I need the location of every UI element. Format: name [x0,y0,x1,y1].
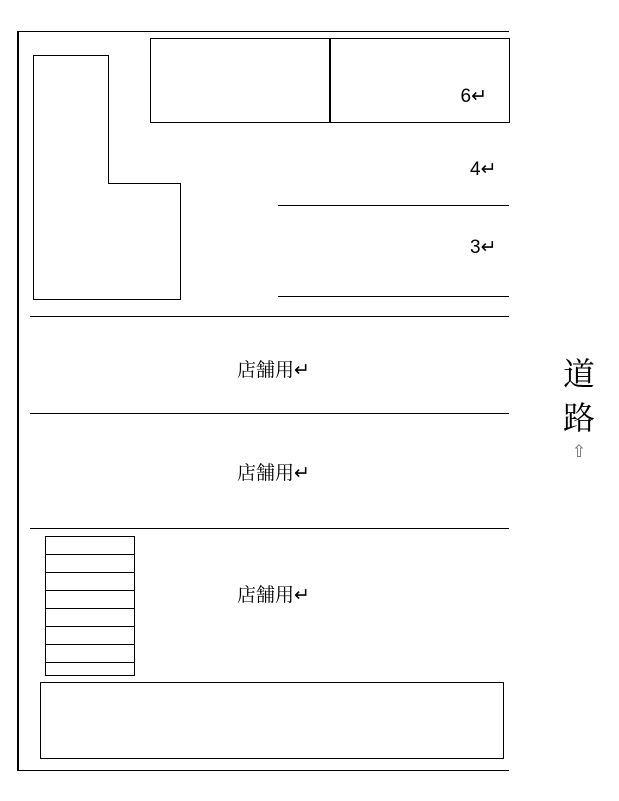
floor-label-4: 4↵ [470,159,497,180]
divider-above-shop-row-1 [30,316,509,317]
stair-step [46,662,134,663]
divider-under-floor-4 [278,205,509,206]
stair-step [46,608,134,609]
shop-row-2-label: 店舗用↵ [237,463,310,484]
stairs-block [45,536,135,676]
up-arrow-icon: ⇧ [571,442,587,461]
divider-above-shop-row-2 [30,413,509,414]
floor-label-3: 3↵ [470,237,497,258]
stair-step [46,572,134,573]
shop-row-1-label: 店舗用↵ [237,360,310,381]
frame-left-edge [17,31,19,771]
road-annotation [556,352,602,462]
stair-step [46,626,134,627]
divider-under-floor-3 [278,296,509,297]
stair-step [46,554,134,555]
shop-row-3-label: 店舗用↵ [237,585,310,606]
divider-above-shop-row-3 [30,528,509,529]
frame-bottom-edge [17,770,509,771]
bottom-unit-box [40,682,504,759]
road-char-1: 道 [562,356,595,392]
floor-label-6: 6↵ [460,86,487,107]
top-right-box [330,38,510,123]
road-char-2: 路 [562,400,595,436]
stair-step [46,644,134,645]
frame-top-edge [17,31,509,32]
l-shaped-unit [33,55,181,300]
stair-step [46,590,134,591]
